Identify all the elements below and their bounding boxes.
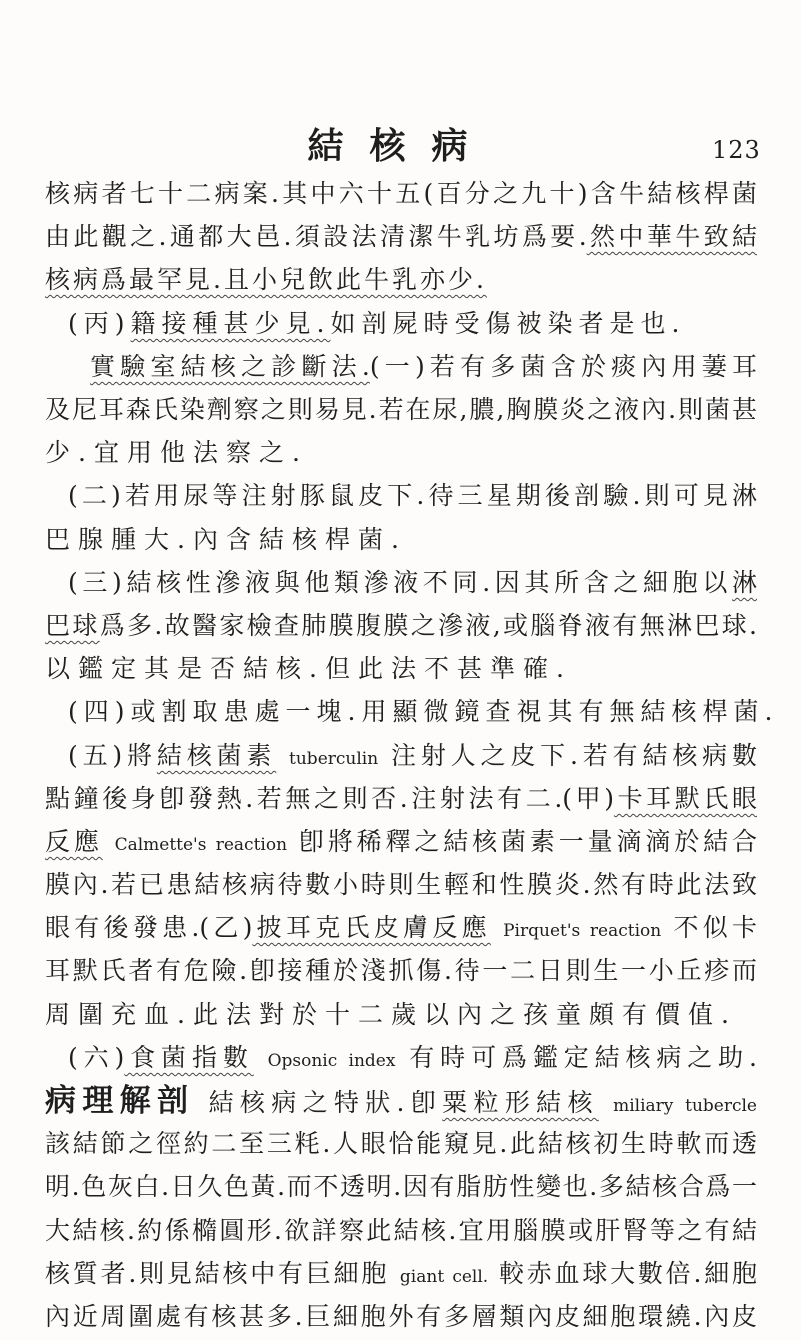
text-line: 病理解剖 結核病之特狀.卽粟粒形結核 miliary tubercle [45,1083,757,1119]
text-line: 反應 Calmette's reaction 卽將稀釋之結核菌素一量滴滴於結合 [45,827,757,856]
wavy-term: 反應 [45,827,103,856]
text-line: 明.色灰白.日久色黃.而不透明.因有脂肪性變也.多結核合爲一 [45,1172,757,1201]
text-line: 大結核.約係橢圓形.欲詳察此結核.宜用腦膜或肝腎等之有結 [45,1216,757,1245]
text-line: 巴腺腫大.內含結核桿菌. [45,525,407,554]
text-line [45,263,757,297]
text-line: (六)食菌指數 Opsonic index 有時可爲鑑定結核病之助. [68,1043,757,1072]
page-number: 123 [712,136,761,164]
wavy-term: 巴球 [45,611,100,640]
text-line: 巴球爲多.故醫家檢查肺膜腹膜之滲液,或腦脊液有無淋巴球. [45,611,757,640]
wavy-term: 食菌指數 [124,1043,254,1072]
wavy-term: 實驗室結核之診斷法. [90,352,370,381]
text-line: (五)將結核菌素 tuberculin 注射人之皮下.若有結核病數 [68,741,757,770]
text-line: 少.宜用他法察之. [45,438,308,467]
latin-term: Pirquet's reaction [503,921,662,941]
latin-term: Opsonic index [267,1051,396,1071]
text-line: 耳默氏者有危險.卽接種於淺抓傷.待一二日則生一小丘疹而 [45,956,757,985]
page-title: 結核病 [307,125,494,167]
latin-term: miliary tubercle [613,1096,757,1116]
text-line: 內近周圍處有核甚多.巨細胞外有多層類內皮細胞環繞.內皮 [45,1302,757,1331]
section-heading: 病理解剖 [45,1083,195,1119]
text-line: 由此觀之.通都大邑.須設法清潔牛乳坊爲要.然中華牛致結 [45,222,757,251]
latin-term: tuberculin [289,749,379,769]
text-line: 以鑑定其是否結核.但此法不甚準確. [45,654,572,683]
text-line: (四)或割取患處一塊.用顯微鏡查視其有無結核桿菌. [68,697,779,726]
text-line: 及尼耳森氏染劑察之則易見.若在尿,膿,胸膜炎之液內.則菌甚 [45,395,757,424]
text-line: (二)若用尿等注射豚鼠皮下.待三星期後剖驗.則可見淋 [68,481,757,510]
latin-term: giant cell. [399,1267,489,1287]
wavy-term: 披耳克氏皮膚反應 [252,913,491,942]
wavy-term: 淋 [731,568,757,597]
wavy-term: 籍接種甚少見. [130,309,331,338]
text-line: 核質者.則見結核中有巨細胞 giant cell. 較赤血球大數倍.細胞 [45,1259,757,1288]
wavy-term: 粟粒形結核 [442,1088,599,1117]
latin-term: Calmette's reaction [114,835,288,855]
text-line: 核病者七十二病案.其中六十五(百分之九十)含牛結核桿菌 [45,179,757,208]
text-line: 該結節之徑約二至三粍.人眼恰能窺見.此結核初生時軟而透 [45,1129,757,1158]
text-line: 周圍充血.此法對於十二歲以內之孩童頗有價值. [45,1000,737,1029]
text-line: 實驗室結核之診斷法.(一)若有多菌含於痰內用萋耳 [90,352,757,381]
wavy-term: 結核菌素 [156,741,277,770]
text-line: 眼有後發患.(乙)披耳克氏皮膚反應 Pirquet's reaction 不似卡 [45,913,758,942]
text-line: (三)結核性滲液與他類滲液不同.因其所含之細胞以淋 [68,568,757,597]
wavy-term: 然中華牛致結 [586,222,757,251]
text-line: 點鐘後身卽發熱.若無之則否.注射法有二.(甲)卡耳默氏眼 [45,784,757,813]
text-line: 膜內.若已患結核病待數小時則生輕和性膜炎.然有時此法致 [45,870,757,899]
wavy-term: 核病爲最罕見.且小兒飲此牛乳亦少. [45,265,487,294]
text-line: (丙)籍接種甚少見.如剖屍時受傷被染者是也. [68,309,686,338]
wavy-term: 卡耳默氏眼 [613,784,757,813]
